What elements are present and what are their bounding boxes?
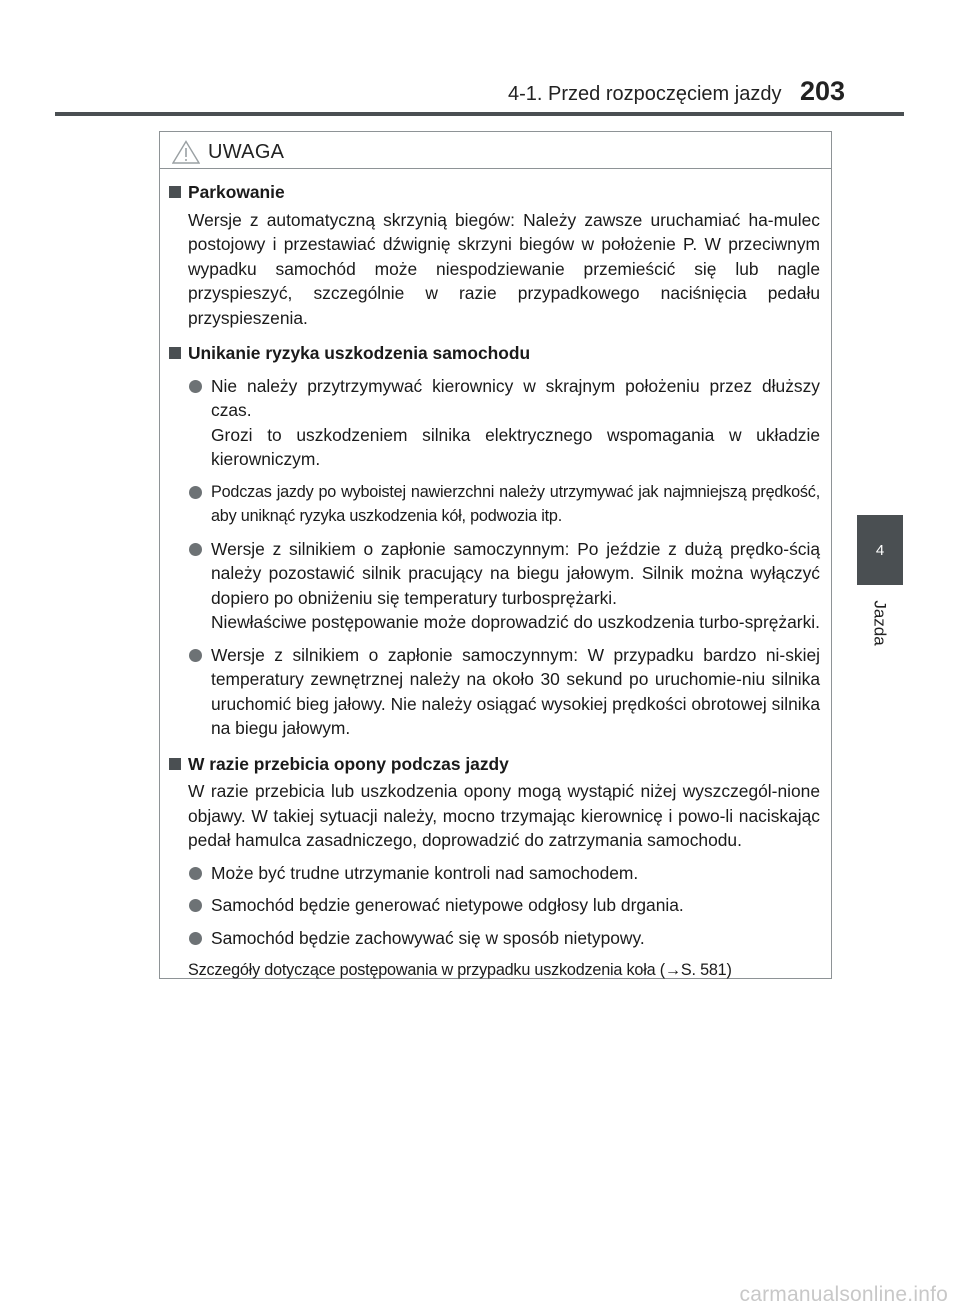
- list-item-text: Może być trudne utrzymanie kontroli nad samochodem.: [211, 862, 639, 883]
- chapter-number: 4: [875, 541, 885, 559]
- list-item: [168, 537, 820, 635]
- section-text: Wersje z automatyczną skrzynią biegów: Należy zawsze uruchamiać ha-mulec postojowy i przestawiać dźwignię skrzyni biegów w położenie P. W przeciwnym wypadku samochód może niespodziewanie przemieścić się lub nagle przyspieszyć, szczególnie w razie przypadkowego naciśnięcia pedału przyspieszenia.: [188, 209, 820, 328]
- section-title: W razie przebicia opony podczas jazdy: [188, 753, 509, 774]
- page-number: 203: [800, 76, 846, 106]
- list-item: [168, 374, 820, 472]
- list-item-text: Wersje z silnikiem o zapłonie samoczynnym: Po jeździe z dużą prędko-ścią należy pozostawić silnik pracujący na biegu jałowym. Silnik można wyłączyć dopiero po obniżeniu się temperatury turbosprężarki.: [211, 538, 820, 608]
- list-item: [168, 643, 820, 741]
- section-heading-parkowanie: [168, 180, 820, 205]
- warning-triangle-icon: [172, 140, 200, 164]
- section-title: Parkowanie: [188, 182, 285, 202]
- round-bullet-icon: [189, 932, 202, 945]
- warning-header: [160, 132, 831, 169]
- square-bullet-icon: [169, 758, 181, 770]
- round-bullet-icon: [189, 899, 202, 912]
- list-item: [168, 861, 820, 886]
- page-reference: Szczegóły dotyczące postępowania w przypadku uszkodzenia koła (→S. 581): [188, 961, 732, 979]
- list-item-text: Samochód będzie zachowywać się w sposób nietypowy.: [211, 927, 645, 948]
- list-item-text: Podczas jazdy po wyboistej nawierzchni należy utrzymywać jak najmniejszą prędkość, aby uniknąć ryzyka uszkodzenia kół, podwozia itp.: [211, 482, 820, 525]
- round-bullet-icon: [189, 486, 202, 499]
- list-item-text: Samochód będzie generować nietypowe odgłosy lub drgania.: [211, 895, 684, 915]
- round-bullet-icon: [189, 649, 202, 662]
- list-item: [168, 926, 820, 951]
- section-text: W razie przebicia lub uszkodzenia opony mogą wystąpić niżej wyszczegól-nione objawy. W takiej sytuacji należy, mocno trzymając kierownicę i powo-li naciskając pedał hamulca zasadniczego, doprowadzić do zatrzymania samochodu.: [188, 781, 820, 850]
- section-heading-przebicie: [168, 752, 820, 777]
- section-title: Unikanie ryzyka uszkodzenia samochodu: [188, 343, 531, 363]
- chapter-tab: [857, 515, 903, 585]
- warning-content: [168, 178, 820, 983]
- square-bullet-icon: [169, 186, 181, 198]
- square-bullet-icon: [169, 347, 181, 359]
- round-bullet-icon: [189, 543, 202, 556]
- warning-title: UWAGA: [208, 141, 285, 163]
- warning-box: [159, 131, 832, 979]
- chapter-label: Jazda: [871, 600, 890, 646]
- list-item: [168, 480, 820, 529]
- section-heading-unikanie: [168, 341, 820, 366]
- list-item: [168, 893, 820, 918]
- round-bullet-icon: [189, 867, 202, 880]
- watermark: carmanualsonline.info: [739, 1283, 948, 1306]
- list-item-continuation: Niewłaściwe postępowanie może doprowadzić do uszkodzenia turbo-sprężarki.: [211, 612, 820, 632]
- list-item-continuation: Grozi to uszkodzeniem silnika elektrycznego wspomagania w układzie kierowniczym.: [211, 424, 820, 469]
- round-bullet-icon: [189, 380, 202, 393]
- list-item-text: Wersje z silnikiem o zapłonie samoczynnym: W przypadku bardzo ni-skiej temperatury zewnętrznej należy na około 30 sekund po uruchomie-niu silnika uruchomić bieg jałowy. Nie należy osiągać wysokiej prędkości obrotowej silnika na biegu jałowym.: [211, 644, 820, 738]
- header-rule: [55, 112, 904, 116]
- running-header: 4-1. Przed rozpoczęciem jazdy: [508, 83, 782, 105]
- list-item-text: Nie należy przytrzymywać kierownicy w skrajnym położeniu przez dłuższy czas.: [211, 375, 820, 420]
- chapter-label-wrap: [857, 593, 903, 653]
